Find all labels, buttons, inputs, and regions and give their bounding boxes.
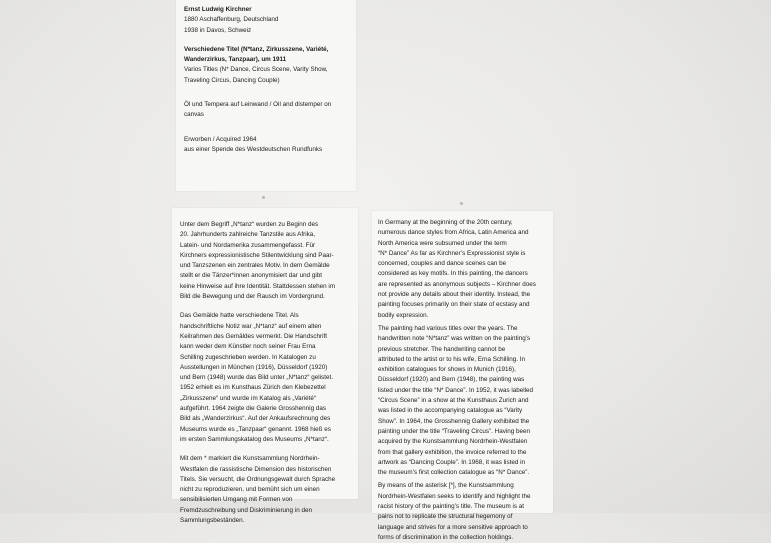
medium-line2: canvas: [184, 111, 204, 119]
text-line: „Zirkusszene“ und wurde im Katalog als „Variété“: [180, 394, 317, 402]
text-line: 20. Jahrhunderts zahlreiche Tanzstile aus Afrika,: [180, 231, 315, 239]
text-line: Mit dem * markiert die Kunstsammlung Nordrhein-: [180, 455, 320, 463]
text-line: In Germany at the beginning of the 20th century,: [378, 219, 513, 226]
text-line: acquired by the Kunstsammlung Nordrhein-Westfalen: [378, 438, 528, 446]
text-line: Nordrhein-Westfalen seeks to identify and highlight the: [378, 492, 531, 500]
text-line: are represented as anonymous subjects – Kirchner does: [378, 280, 536, 288]
text-line: bodily expression.: [378, 311, 429, 319]
text-line: By means of the asterisk [*], the Kunstsammlung: [378, 482, 514, 490]
german-text: [180, 220, 352, 526]
text-line: the museum’s first collection catalogue as “N* Dance”.: [378, 469, 530, 477]
artist-died: 1938 in Davos, Schweiz: [184, 26, 252, 34]
text-line: racist history of the painting’s title. The museum is at: [378, 503, 525, 511]
text-line: Latein- und Nordamerika zusammengefasst. Für: [180, 241, 316, 249]
wall-pin: [262, 196, 265, 199]
artist-name: Ernst Ludwig Kirchner: [184, 6, 252, 13]
text-line: Das Gemälde hatte verschiedene Titel. Als: [180, 312, 299, 320]
wall-pin: [460, 202, 463, 205]
object-label-text: [184, 5, 350, 155]
title-de-line1: Verschiedene Titel (N*tanz, Zirkusszene, Variété,: [184, 45, 329, 53]
text-line: Westfalen die rassistische Dimension des historischen: [180, 465, 332, 473]
text-line: not provide any details about their identity. Instead, the: [378, 291, 531, 299]
german-paragraph-3: [180, 454, 352, 526]
text-line: nicht zu reproduzieren, und bemüht sich um einen: [180, 486, 320, 494]
description-card-english: [372, 211, 553, 541]
text-line: Düsseldorf (1920) and Bern (1948), the painting was: [378, 376, 525, 384]
text-line: previous stretcher. The handwriting cannot be: [378, 345, 506, 353]
text-line: painting focuses primarily on their state of ecstasy and: [378, 301, 530, 309]
text-line: numerous dance styles from Africa, Latin America and: [378, 229, 529, 237]
text-line: handwritten note “N*tanz” was written on the painting’s: [378, 335, 531, 343]
text-line: sensibilisierten Umgang mit Formen von: [180, 496, 293, 504]
german-paragraph-1: [180, 220, 352, 302]
text-line: und Bern (1948) wurde das Bild unter „N*tanz“ gelistet.: [180, 374, 333, 382]
text-line: Titels. Sie versucht, die Ordnungsgewalt durch Sprache: [180, 475, 336, 483]
text-line: attributed to the artist or to his wife, Erna Schilling. In: [378, 355, 525, 363]
german-paragraph-2: [180, 311, 352, 445]
object-label-card: [176, 0, 356, 191]
text-line: language and strives for a more sensitive approach to: [378, 523, 528, 531]
text-line: “N* Dance” As far as Kirchner’s Expressionist style is: [378, 249, 526, 257]
text-line: kann weder dem Künstler noch seiner Frau Erna: [180, 343, 316, 351]
acquisition-line1: Erworben / Acquired 1964: [184, 135, 257, 143]
text-line: “Circus Scene” in a show at the Kunsthaus Zurich and: [378, 397, 529, 405]
text-line: stellt er die Tänzer*innen anonymisiert dar und gibt: [180, 272, 322, 280]
text-line: painting under the title “Traveling Circus”. Having been: [378, 427, 531, 435]
english-text: [378, 218, 547, 543]
text-line: Keilrahmen des Gemäldes vermerkt. Die Handschrift: [180, 332, 327, 340]
text-line: keine Hinweise auf ihre Identität. Stattdessen stehen im: [180, 282, 336, 290]
text-line: The painting had various titles over the years. The: [378, 324, 518, 332]
description-card-german: [172, 208, 358, 525]
text-line: forms of discrimination in the collection holdings.: [378, 533, 514, 541]
title-en-line1: Varios Titles (N* Dance, Circus Scene, Varity Show,: [184, 66, 328, 74]
text-line: artwork as “Dancing Couple”. In 1968, it was listed in: [378, 458, 525, 466]
title-de-line2: Wanderzirkus, Tanzpaar), um 1911: [184, 56, 287, 64]
text-line: 1952 erhielt es im Kunsthaus Zürich den Klebezettel: [180, 384, 326, 392]
text-line: was listed in the accompanying catalogue as “Varity: [378, 407, 523, 415]
text-line: im ersten Sammlungskatalog des Museums „N*tanz“.: [180, 435, 329, 443]
medium-line1: Öl und Tempera auf Leinwand / Oil and distemper on: [184, 101, 332, 109]
text-line: Schilling zugeschrieben werden. In Katalogen zu: [180, 353, 316, 361]
text-line: Show”. In 1964, the Grosshennig Gallery exhibited the: [378, 417, 530, 425]
text-line: exhibition catalogues for shows in Munich (1916),: [378, 366, 516, 374]
text-line: concerned, couples and dance scenes can be: [378, 260, 507, 268]
text-line: from that gallery exhibition, the invoice referred to the: [378, 448, 527, 456]
text-line: Bild die Bewegung und der Rausch im Vordergrund.: [180, 293, 325, 301]
english-paragraph-1: [378, 218, 547, 321]
artist-born: 1880 Aschaffenburg, Deutschland: [184, 16, 279, 24]
text-line: handschriftliche Notiz war „N*tanz“ auf einem alten: [180, 322, 322, 330]
text-line: listed under the title “N* Dance”. In 1952, it was labelled: [378, 386, 534, 394]
text-line: Ausstellungen in München (1916), Düsseldorf (1920): [180, 363, 328, 371]
acquisition-line2: aus einer Spende des Westdeutschen Rundfunks: [184, 145, 323, 153]
text-line: considered as key motifs. In this painting, the dancers: [378, 270, 528, 278]
text-line: Kirchners expressionistische Stilentwicklung sind Paar-: [180, 251, 334, 259]
text-line: Fremdzuschreibung und Diskriminierung in den: [180, 506, 312, 514]
text-line: pains not to replicate the structural hegemony of: [378, 513, 513, 521]
text-line: Sammlungsbeständen.: [180, 517, 245, 525]
english-paragraph-3: [378, 481, 547, 543]
text-line: North America were subsumed under the term: [378, 239, 507, 247]
english-paragraph-2: [378, 324, 547, 478]
text-line: Unter dem Begriff „N*tanz“ wurden zu Beginn des: [180, 221, 319, 228]
title-en-line2: Traveling Circus, Dancing Couple): [184, 76, 280, 84]
text-line: Museums wurde es „Tanzpaar“ genannt. 1968 hieß es: [180, 425, 331, 433]
text-line: Bild als „Wanderzirkus“. Auf der Ankaufsrechnung des: [180, 415, 331, 423]
text-line: und Tanzszenen ein zentrales Motiv. In dem Gemälde: [180, 262, 330, 270]
text-line: aufgeführt. 1964 zeigte die Galerie Grosshennig das: [180, 405, 326, 413]
